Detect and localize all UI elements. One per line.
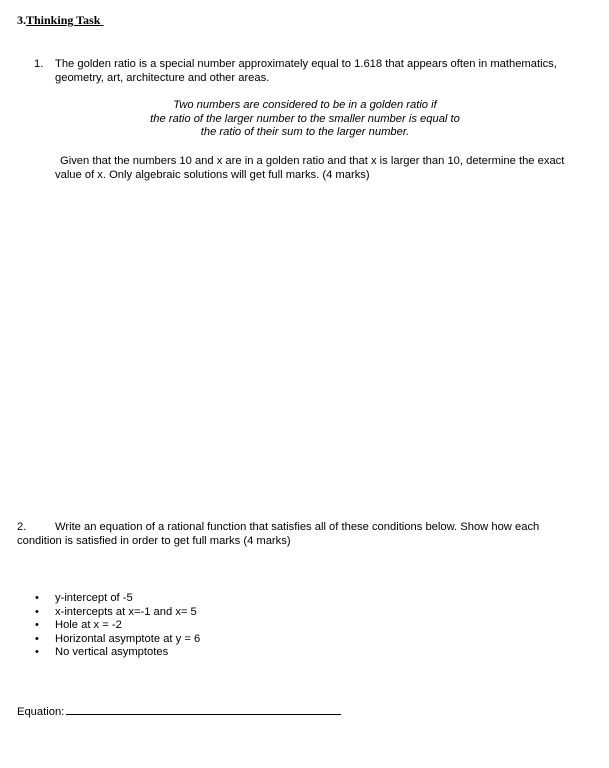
condition-text: No vertical asymptotes bbox=[55, 646, 169, 658]
condition-text: y-intercept of -5 bbox=[55, 592, 133, 604]
question-1-task-line-2: value of x. Only algebraic solutions will get full marks. (4 marks) bbox=[55, 168, 370, 181]
equation-answer-line[interactable] bbox=[66, 703, 341, 715]
bullet-icon: • bbox=[35, 632, 39, 645]
condition-text: x-intercepts at x=-1 and x= 5 bbox=[55, 605, 197, 618]
question-1-task bbox=[55, 155, 600, 182]
condition-text: Hole at x = -2 bbox=[55, 619, 122, 631]
question-2-text-line-2: condition is satisfied in order to get full marks (4 marks) bbox=[17, 535, 291, 547]
list-item bbox=[34, 619, 200, 633]
question-1-intro-line-1: The golden ratio is a special number approximately equal to 1.618 that appears often in mathematics, bbox=[55, 58, 557, 70]
definition-line-3: the ratio of their sum to the larger number. bbox=[200, 126, 410, 138]
section-heading bbox=[17, 13, 103, 27]
condition-text: Horizontal asymptote at y = 6 bbox=[55, 632, 201, 645]
conditions-list bbox=[34, 592, 200, 660]
question-1-number: 1. bbox=[34, 58, 44, 70]
bullet-icon: • bbox=[35, 646, 39, 658]
definition-line-2: the ratio of the larger number to the smaller number is equal to bbox=[150, 112, 460, 125]
bullet-icon: • bbox=[35, 592, 39, 604]
list-item bbox=[34, 633, 200, 647]
question-1-intro-line-2: geometry, art, architecture and other areas. bbox=[55, 71, 270, 84]
bullet-icon: • bbox=[35, 619, 39, 631]
equation-row bbox=[17, 703, 341, 720]
list-item bbox=[34, 606, 200, 620]
bullet-icon: • bbox=[35, 605, 39, 618]
section-number: 3. bbox=[17, 13, 26, 27]
section-title: Thinking Task bbox=[26, 13, 101, 27]
question-2-text-line-1: Write an equation of a rational function that satisfies all of these conditions below. Show how each bbox=[55, 521, 540, 533]
list-item bbox=[34, 592, 200, 606]
question-2-number: 2. bbox=[17, 521, 27, 533]
question-1-task-line-1: Given that the numbers 10 and x are in a golden ratio and that x is larger than 10, determine the exact bbox=[60, 155, 565, 167]
equation-label: Equation: bbox=[17, 706, 65, 718]
question-1-intro bbox=[55, 58, 595, 85]
definition-line-1: Two numbers are considered to be in a golden ratio if bbox=[173, 99, 437, 111]
list-item bbox=[34, 646, 200, 660]
golden-ratio-definition bbox=[100, 99, 510, 140]
